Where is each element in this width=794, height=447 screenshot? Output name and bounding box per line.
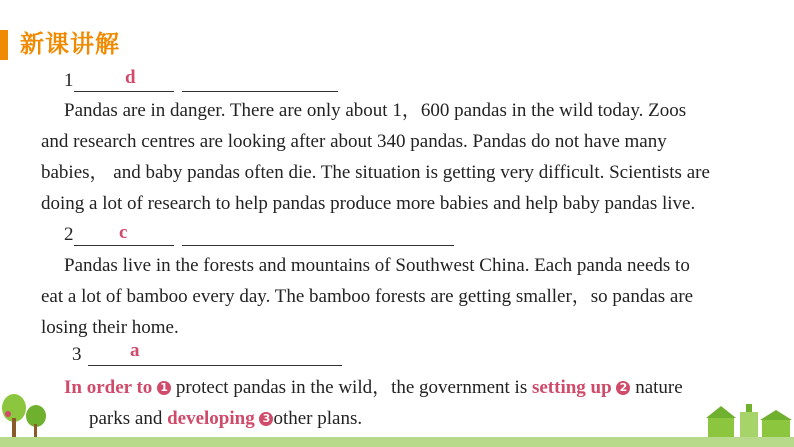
item-1-number: 1 xyxy=(64,70,74,91)
bottom-decor-band xyxy=(0,437,794,447)
tree-icon xyxy=(0,390,56,442)
item-1-answer: d xyxy=(125,67,136,88)
item-1-blank xyxy=(74,73,174,92)
item-1-blank-2 xyxy=(182,73,338,92)
sentence-line-1 xyxy=(41,372,786,403)
paragraph-line: Pandas live in the forests and mountains of Southwest China. Each panda needs to xyxy=(64,255,690,276)
item-3-sentence xyxy=(41,372,786,434)
sentence-text: other plans. xyxy=(273,408,363,429)
paragraph-line: losing their home. xyxy=(41,317,179,338)
header-accent-bar xyxy=(0,30,8,60)
phrase-developing: developing xyxy=(167,408,255,429)
item-2-number: 2 xyxy=(64,224,74,245)
paragraph-line: eat a lot of bamboo every day. The bamboo forests are getting smaller，so pandas are xyxy=(41,286,694,307)
page-title: 新课讲解 xyxy=(20,30,120,58)
sentence-text: parks and xyxy=(89,408,168,429)
item-3-blank-line xyxy=(72,344,342,366)
paragraph-line: and research centres are looking after about 340 pandas. Pandas do not have many xyxy=(41,131,667,152)
marker-3: 3 xyxy=(259,412,273,426)
item-3-blank-2 xyxy=(184,347,342,366)
paragraph-line: Pandas are in danger. There are only about 1，600 pandas in the wild today. Zoos xyxy=(64,100,687,121)
item-3-answer: a xyxy=(130,340,140,361)
item-1-blank-line xyxy=(64,67,338,92)
sentence-text: nature xyxy=(630,377,683,398)
marker-1: 1 xyxy=(157,381,171,395)
sentence-text: protect pandas in the wild，the government is xyxy=(171,377,532,398)
village-icon xyxy=(700,400,794,440)
paragraph-line: doing a lot of research to help pandas produce more babies and help baby pandas live. xyxy=(41,193,696,214)
paragraph-line: babies， and baby pandas often die. The situation is getting very difficult. Scientists are xyxy=(41,162,710,183)
item-2-answer: c xyxy=(119,222,128,243)
marker-2: 2 xyxy=(616,381,630,395)
item-3-number: 3 xyxy=(72,344,82,365)
item-2-paragraph xyxy=(41,250,786,343)
item-2-blank-2 xyxy=(182,227,454,246)
sentence-line-2 xyxy=(41,403,786,434)
item-1-paragraph xyxy=(41,95,786,219)
phrase-in-order-to: In order to xyxy=(64,377,153,398)
phrase-setting-up: setting up xyxy=(531,377,612,398)
